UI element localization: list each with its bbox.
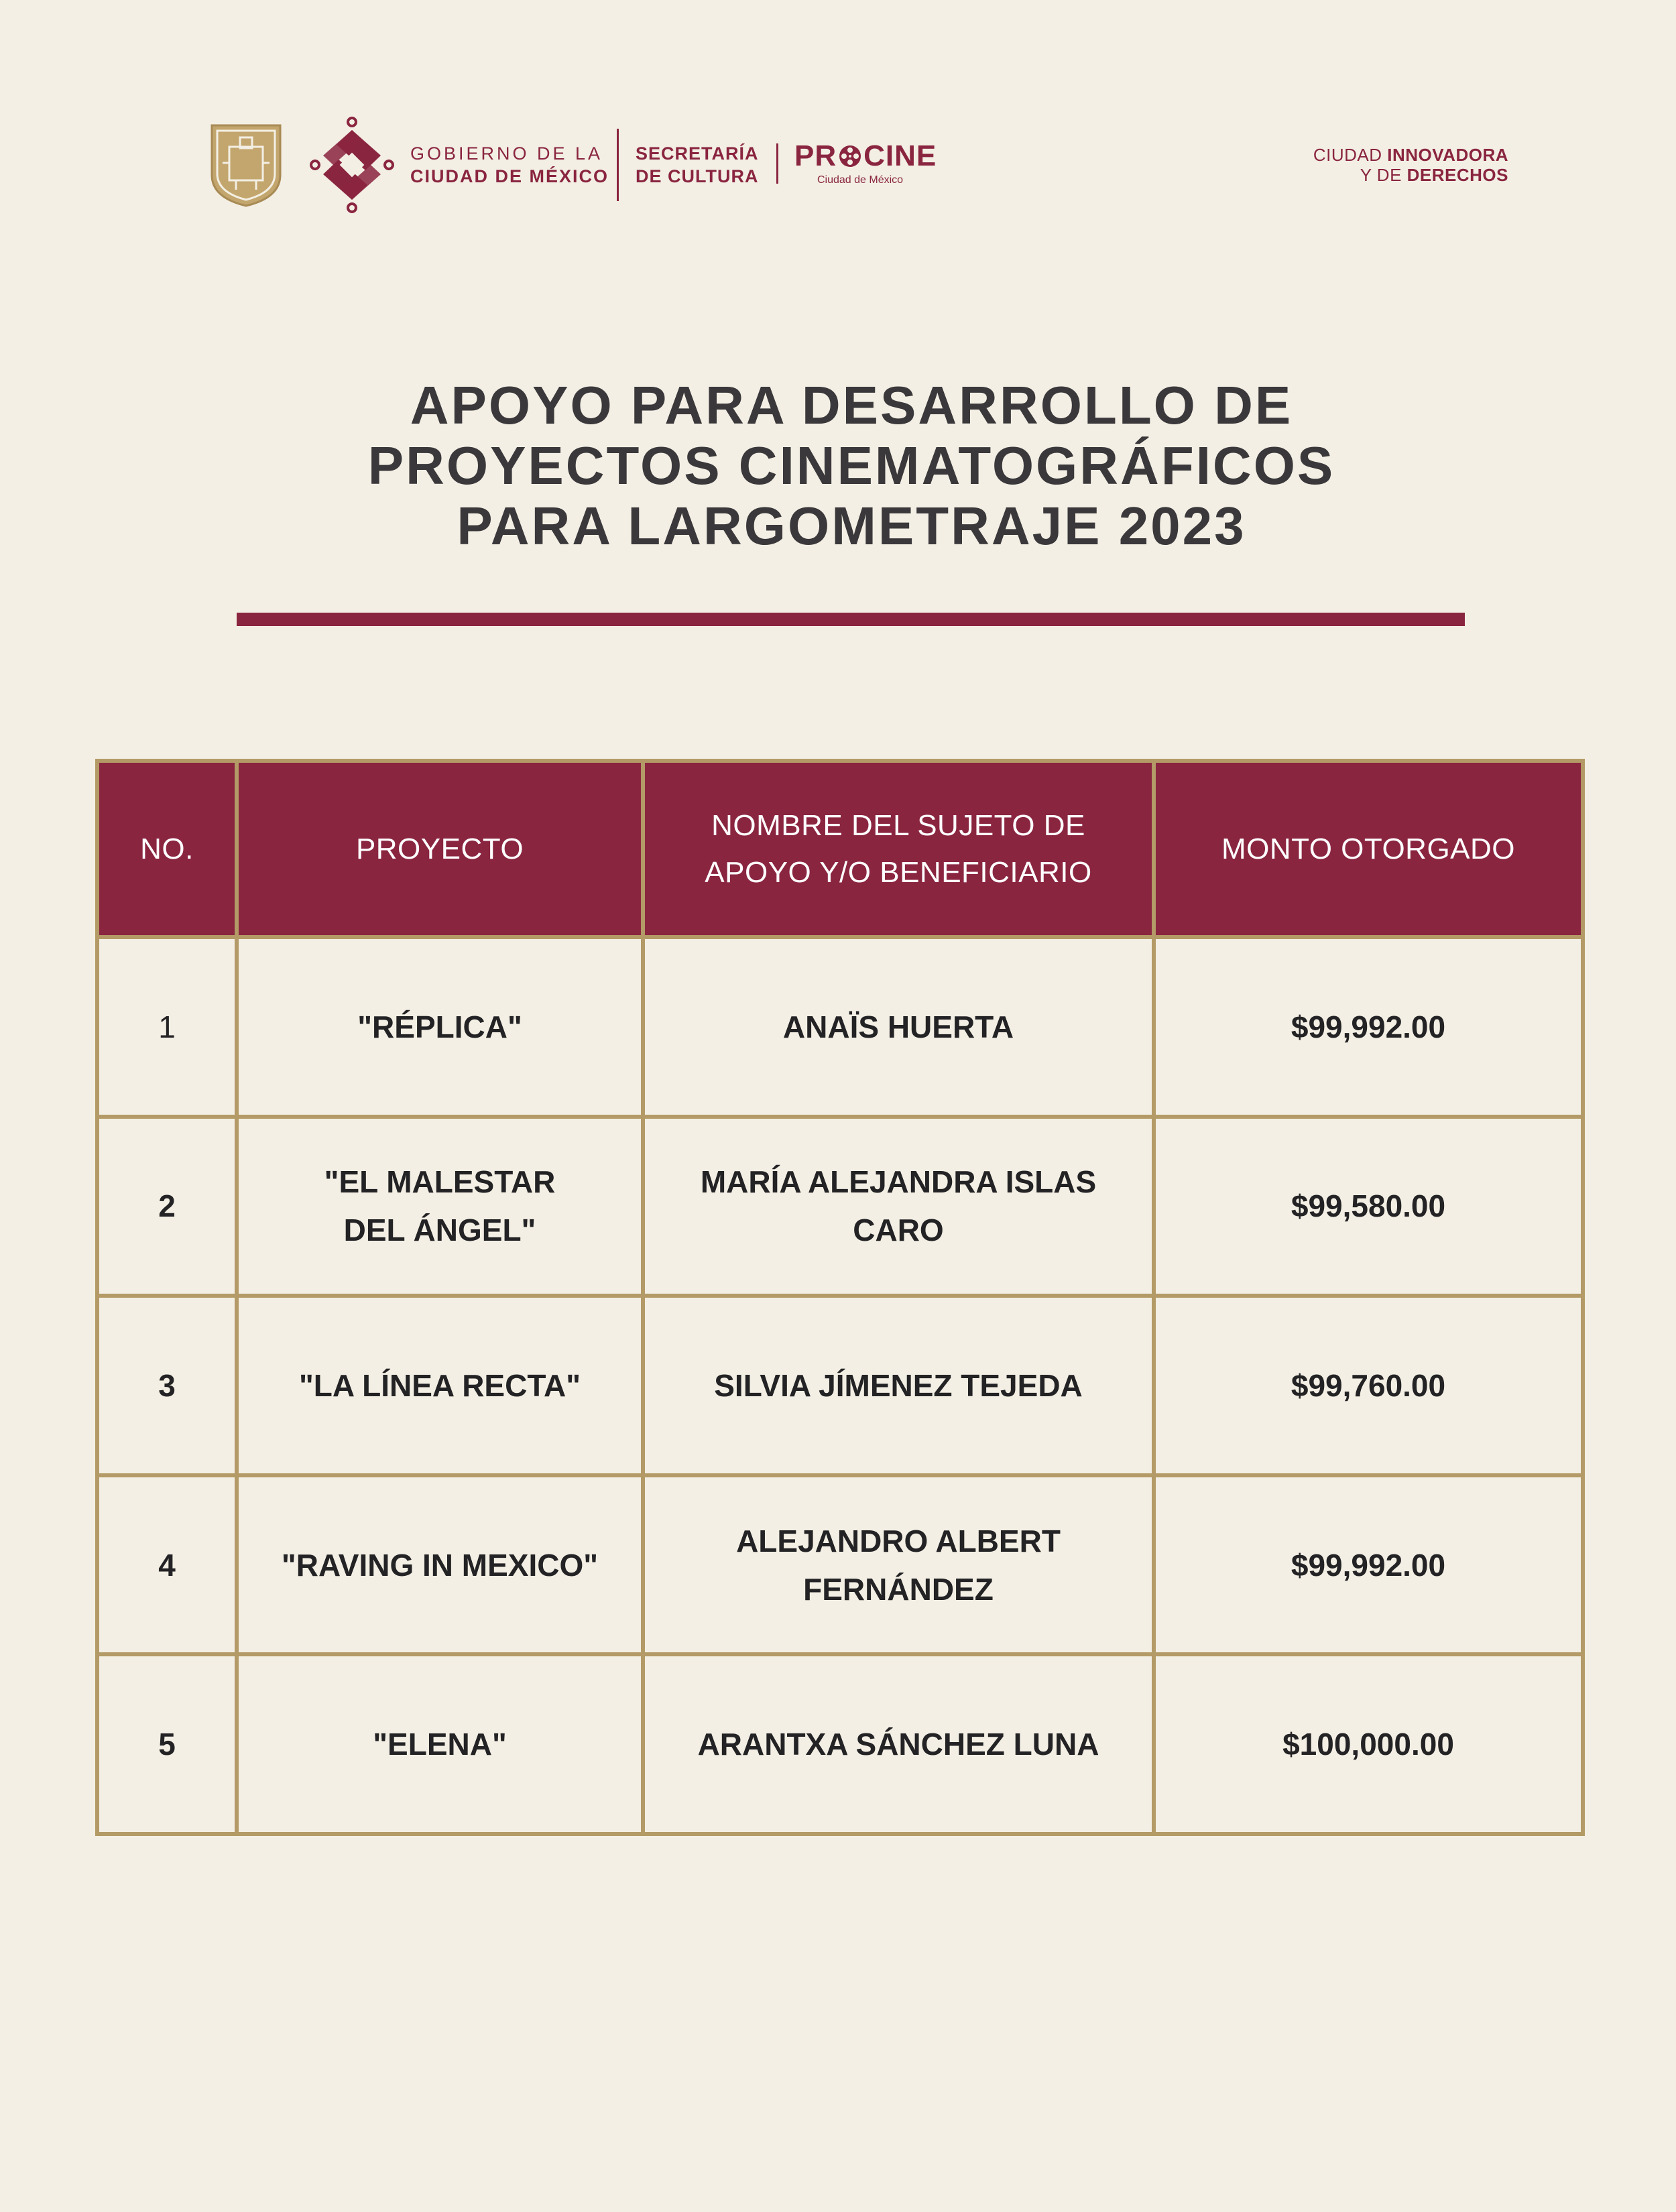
header-amount: MONTO OTORGADO [1154, 761, 1583, 937]
cell-no: 5 [97, 1654, 237, 1834]
procine-wordmark-post: CINE [863, 139, 937, 172]
secretariat-line-1: SECRETARÍA [636, 143, 759, 164]
cell-project [237, 1296, 643, 1475]
table-row [97, 1117, 1583, 1296]
cell-amount: $99,992.00 [1154, 937, 1583, 1117]
header-divider [617, 129, 619, 201]
title-divider [237, 613, 1465, 626]
film-reel-icon [838, 144, 862, 168]
title-line-2: PROYECTOS CINEMATOGRÁFICOS [367, 436, 1335, 495]
cell-no: 2 [97, 1117, 237, 1296]
tagline-bold: DERECHOS [1406, 165, 1508, 185]
government-line-1: GOBIERNO DE LA [410, 143, 603, 164]
header-beneficiary-line-1: NOMBRE DEL SUJETO DE [711, 808, 1085, 842]
cell-beneficiary [643, 1117, 1154, 1296]
procine-wordmark-pre: PR [794, 139, 837, 172]
tagline-bold: INNOVADORA [1387, 145, 1508, 165]
tagline-line-2 [1313, 165, 1508, 185]
tagline-line-1 [1313, 145, 1508, 165]
procine-subtitle: Ciudad de México [817, 174, 904, 186]
procine-logo [794, 139, 949, 186]
cell-beneficiary-line-1: ARANTXA SÁNCHEZ LUNA [697, 1727, 1099, 1762]
cell-amount: $99,580.00 [1154, 1117, 1583, 1296]
secretariat-line-2: DE CULTURA [636, 166, 759, 186]
procine-wordmark [794, 139, 937, 173]
cell-project-line-1: "RAVING IN MEXICO" [281, 1547, 599, 1583]
cell-beneficiary [643, 937, 1154, 1117]
cell-project-line-1: "RÉPLICA" [357, 1009, 522, 1044]
cell-beneficiary-line-1: MARÍA ALEJANDRA ISLAS [700, 1164, 1097, 1200]
cell-project-line-1: "LA LÍNEA RECTA" [298, 1367, 581, 1403]
table-header-row [97, 761, 1583, 937]
cell-project-line-1: "ELENA" [373, 1727, 507, 1762]
cdmx-knot-logo [308, 115, 396, 214]
cell-no: 3 [97, 1296, 237, 1475]
cell-no: 1 [97, 937, 237, 1117]
cell-amount: $100,000.00 [1154, 1654, 1583, 1834]
cell-beneficiary [643, 1475, 1154, 1655]
cell-beneficiary-line-1: ANAÏS HUERTA [782, 1009, 1014, 1044]
header-beneficiary [643, 761, 1154, 937]
government-name [410, 142, 609, 188]
cell-no: 4 [97, 1475, 237, 1655]
cell-beneficiary [643, 1654, 1154, 1834]
cell-beneficiary-line-2: CARO [853, 1213, 944, 1248]
header-beneficiary-line-2: APOYO Y/O BENEFICIARIO [705, 855, 1092, 889]
secretariat-name [636, 142, 759, 188]
cell-project-line-2: DEL ÁNGEL" [343, 1213, 536, 1248]
cell-project [237, 1475, 643, 1655]
header-project: PROYECTO [237, 761, 643, 937]
cell-amount: $99,760.00 [1154, 1296, 1583, 1475]
cell-project-line-1: "EL MALESTAR [324, 1164, 556, 1200]
cell-project [237, 937, 643, 1117]
page-header [0, 0, 1676, 268]
cell-beneficiary-line-1: SILVIA JÍMENEZ TEJEDA [714, 1367, 1083, 1403]
cell-project [237, 1654, 643, 1834]
title-line-1: APOYO PARA DESARROLLO DE [410, 375, 1293, 435]
city-tagline [1313, 145, 1508, 185]
table-row [97, 1475, 1583, 1655]
page-title [0, 375, 1676, 556]
header-divider [776, 143, 778, 184]
cell-amount: $99,992.00 [1154, 1475, 1583, 1655]
title-line-3: PARA LARGOMETRAJE 2023 [457, 496, 1246, 556]
tagline-text: CIUDAD [1313, 145, 1388, 165]
cell-project [237, 1117, 643, 1296]
cell-beneficiary [643, 1296, 1154, 1475]
cell-beneficiary-line-1: ALEJANDRO ALBERT [736, 1523, 1061, 1558]
tagline-text: Y DE [1360, 165, 1407, 185]
header-no: NO. [97, 761, 237, 937]
grants-table [95, 759, 1585, 1836]
table-row [97, 937, 1583, 1117]
cdmx-shield-logo [209, 123, 283, 208]
table-row [97, 1296, 1583, 1475]
table-row [97, 1654, 1583, 1834]
cell-beneficiary-line-2: FERNÁNDEZ [803, 1571, 994, 1607]
government-line-2: CIUDAD DE MÉXICO [410, 166, 609, 186]
